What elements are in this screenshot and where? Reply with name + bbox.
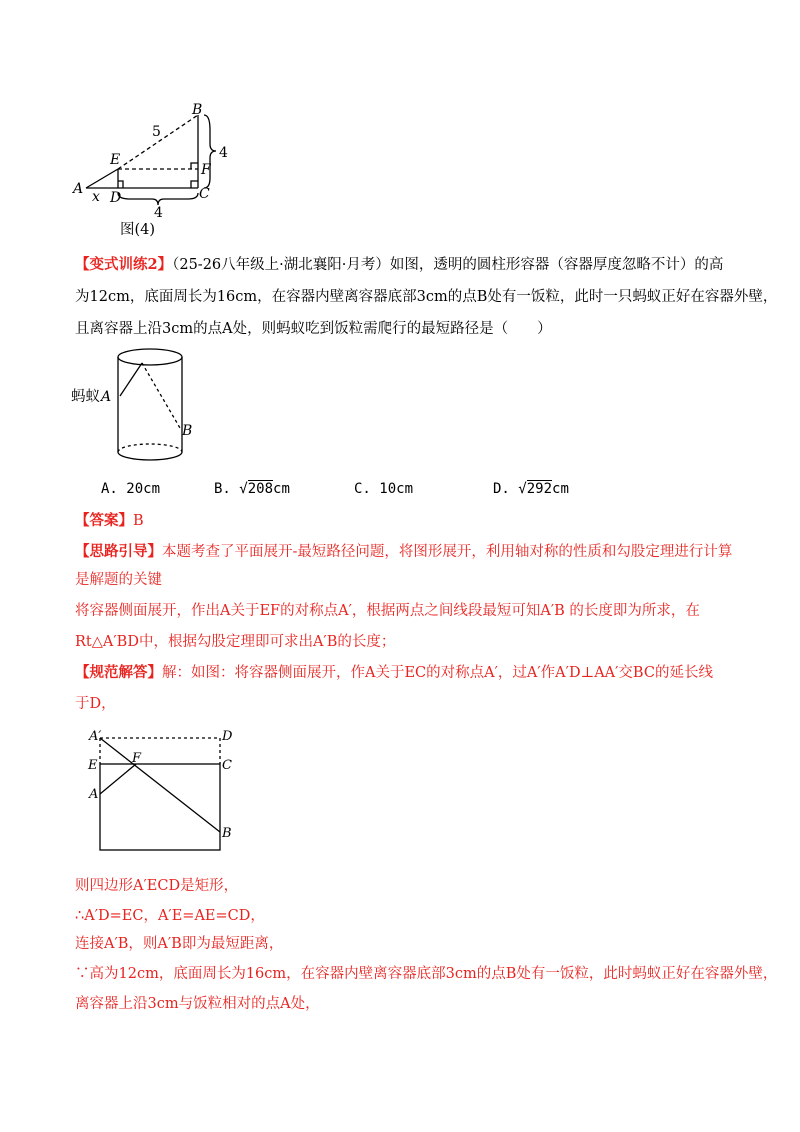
problem-line-2: 为12cm，底面周长为16cm，在容器内壁离容器底部3cm的点B处有一饭粒，此时一只蚂蚁正好在容器外壁， <box>75 289 778 305</box>
option-a[interactable] <box>101 481 160 497</box>
fig4-label-D: D <box>110 190 122 206</box>
option-d-unit: cm <box>552 481 569 497</box>
unfold-line-Aprime-B <box>100 738 220 832</box>
fig4-label-4-bottom: 4 <box>154 205 163 221</box>
fig4-label-4-right: 4 <box>219 145 228 161</box>
cylinder-label-B: B <box>182 423 193 439</box>
option-d[interactable] <box>493 481 569 497</box>
unfold-label-A: A <box>89 787 99 802</box>
fig4-label-E: E <box>110 152 121 168</box>
solution-text-1: 解：如图：将容器侧面展开，作A关于EC的对称点A′，过A′作A′D⊥AA′交BC的延长线 <box>162 665 713 681</box>
cylinder-top-ellipse <box>118 349 182 365</box>
option-b[interactable] <box>214 481 290 497</box>
cylinder-ant-label: 蚂蚁 <box>71 389 100 405</box>
unfold-label-E: E <box>88 758 98 773</box>
cylinder-figure <box>70 344 210 469</box>
solution-after-3: 连接A′B，则A′B即为最短距离， <box>75 936 284 952</box>
problem-line-3: 且离容器上沿3cm的点A处，则蚂蚁吃到饭粒需爬行的最短路径是（ ） <box>75 321 552 337</box>
option-c-letter: C. <box>354 481 371 497</box>
sqrt-icon: √ <box>239 481 248 497</box>
solution-line-2: 于D， <box>75 696 116 712</box>
solution-after-2: ∴A′D=EC，A′E=AE=CD， <box>75 908 265 924</box>
figure-4 <box>70 100 250 240</box>
hint-tag: 【思路引导】 <box>75 543 162 560</box>
option-d-radicand: 292 <box>526 481 553 497</box>
unfold-label-Aprime: A′ <box>89 729 102 744</box>
fig4-brace-bottom <box>118 193 198 205</box>
option-a-text: 20cm <box>126 481 161 497</box>
hint-line-2: 是解题的关键 <box>75 572 162 588</box>
hint-line-3: 将容器侧面展开，作出A关于EF的对称点A′，根据两点之间线段最短可知A′B 的长度即为所求，在 <box>75 603 700 619</box>
fig4-label-x: x <box>92 189 100 205</box>
solution-line-1 <box>75 663 713 683</box>
unfold-line-A-F <box>100 764 136 794</box>
cylinder-label-A: A <box>101 389 112 405</box>
solution-after-5: 离容器上沿3cm与饭粒相对的点A处， <box>75 996 320 1012</box>
solution-after-1: 则四边形A′ECD是矩形， <box>75 878 239 894</box>
option-d-sqrt <box>518 481 552 497</box>
hint-line-4: Rt△A′BD中，根据勾股定理即可求出A′B的长度； <box>75 634 396 650</box>
option-b-radicand: 208 <box>247 481 274 497</box>
fig4-right-angle-D <box>118 181 123 188</box>
cylinder-bottom-front <box>118 452 182 460</box>
unfold-figure <box>80 722 250 857</box>
fig4-label-5: 5 <box>152 124 161 140</box>
fig4-caption: 图(4) <box>120 222 156 238</box>
option-b-letter: B. <box>214 481 231 497</box>
unfold-rect <box>100 764 220 850</box>
fig4-label-A: A <box>73 181 84 197</box>
solution-after-4: ∵高为12cm，底面周长为16cm，在容器内壁离容器底部3cm的点B处有一饭粒，此时蚂蚁正好在容器外壁， <box>75 966 778 982</box>
option-d-letter: D. <box>493 481 510 497</box>
fig4-line-AE <box>86 169 118 188</box>
answer-tag: 【答案】 <box>75 512 133 529</box>
option-a-letter: A. <box>101 481 118 497</box>
fig4-label-B: B <box>192 102 203 118</box>
problem-tag: 【变式训练2】 <box>75 256 173 273</box>
option-c-text: 10cm <box>379 481 414 497</box>
fig4-right-angle-C <box>191 181 198 188</box>
problem-line-1 <box>75 255 723 275</box>
option-b-sqrt <box>239 481 273 497</box>
ant-path-solid <box>120 363 142 396</box>
fig4-right-angle-F <box>191 163 198 169</box>
fig4-label-F: F <box>201 162 211 178</box>
ant-path-dashed <box>142 363 180 428</box>
option-b-unit: cm <box>273 481 290 497</box>
unfold-label-D: D <box>222 729 233 744</box>
option-c[interactable] <box>354 481 413 497</box>
answer-line <box>75 511 144 531</box>
unfold-label-B: B <box>222 826 232 841</box>
sqrt-icon: √ <box>518 481 527 497</box>
solution-tag: 【规范解答】 <box>75 664 162 681</box>
unfold-label-F: F <box>132 751 142 766</box>
fig4-label-C: C <box>199 186 210 202</box>
cylinder-bottom-back <box>118 444 182 452</box>
unfold-label-C: C <box>222 758 232 773</box>
hint-text-1: 本题考查了平面展开-最短路径问题，将图形展开，利用轴对称的性质和勾股定理进行计算 <box>162 544 733 560</box>
problem-text-1: （25-26八年级上·湖北襄阳·月考）如图，透明的圆柱形容器（容器厚度忽略不计）的高 <box>172 257 724 273</box>
hint-line-1 <box>75 542 732 562</box>
answer-value: B <box>133 513 144 529</box>
